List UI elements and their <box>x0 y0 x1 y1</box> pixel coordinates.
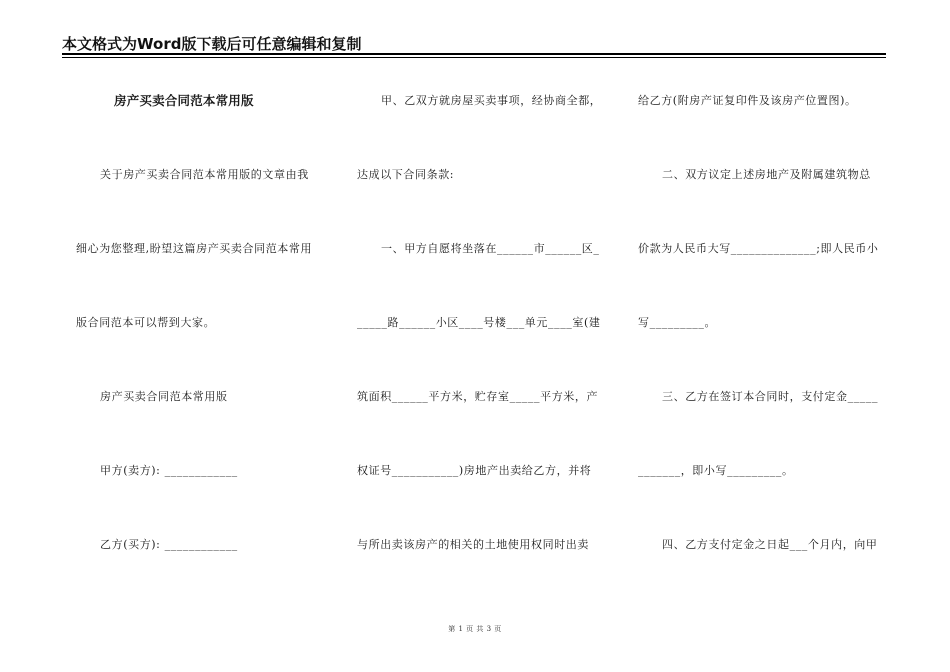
text-line: 筑面积______平方米，贮存室_____平方米，产 <box>357 390 599 403</box>
text-line: 权证号___________)房地产出卖给乙方，并将 <box>357 464 592 477</box>
text-line: _______，即小写_________。 <box>638 464 794 477</box>
text-line: 乙方(买方): ____________ <box>100 538 238 551</box>
text-line: 四、乙方支付定金之日起___个月内，向甲 <box>662 538 878 551</box>
text-line: 价款为人民币大写______________;即人民币小 <box>638 242 879 255</box>
document-title: 房产买卖合同范本常用版 <box>114 93 254 108</box>
text-line: 甲方(卖方): ____________ <box>100 464 238 477</box>
text-column-1 <box>76 90 326 608</box>
text-line: 达成以下合同条款: <box>357 168 455 181</box>
document-banner: 本文格式为Word版下载后可任意编辑和复制 <box>62 35 362 53</box>
text-line: 三、乙方在签订本合同时，支付定金_____ <box>662 390 879 403</box>
text-line: _____路______小区____号楼___单元____室(建 <box>357 316 601 329</box>
header-rule-thin <box>62 57 886 58</box>
text-line: 甲、乙双方就房屋买卖事项，经协商全都， <box>381 94 602 107</box>
text-line: 房产买卖合同范本常用版 <box>100 390 228 403</box>
text-line: 给乙方(附房产证复印件及该房产位置图)。 <box>638 94 857 107</box>
text-column-2 <box>357 90 607 608</box>
text-line: 与所出卖该房产的相关的土地使用权同时出卖 <box>357 538 589 551</box>
text-line: 版合同范本可以帮到大家。 <box>76 316 216 329</box>
page-indicator: 第 1 页 共 3 页 <box>448 625 502 633</box>
header-rule-thick <box>62 53 886 55</box>
text-line: 关于房产买卖合同范本常用版的文章由我 <box>100 168 309 181</box>
text-line: 一、甲方自愿将坐落在______市______区_ <box>381 242 600 255</box>
text-line: 二、双方议定上述房地产及附属建筑物总 <box>662 168 871 181</box>
text-line: 细心为您整理,盼望这篇房产买卖合同范本常用 <box>76 242 313 255</box>
text-column-3 <box>638 90 884 608</box>
text-line: 写_________。 <box>638 316 717 329</box>
